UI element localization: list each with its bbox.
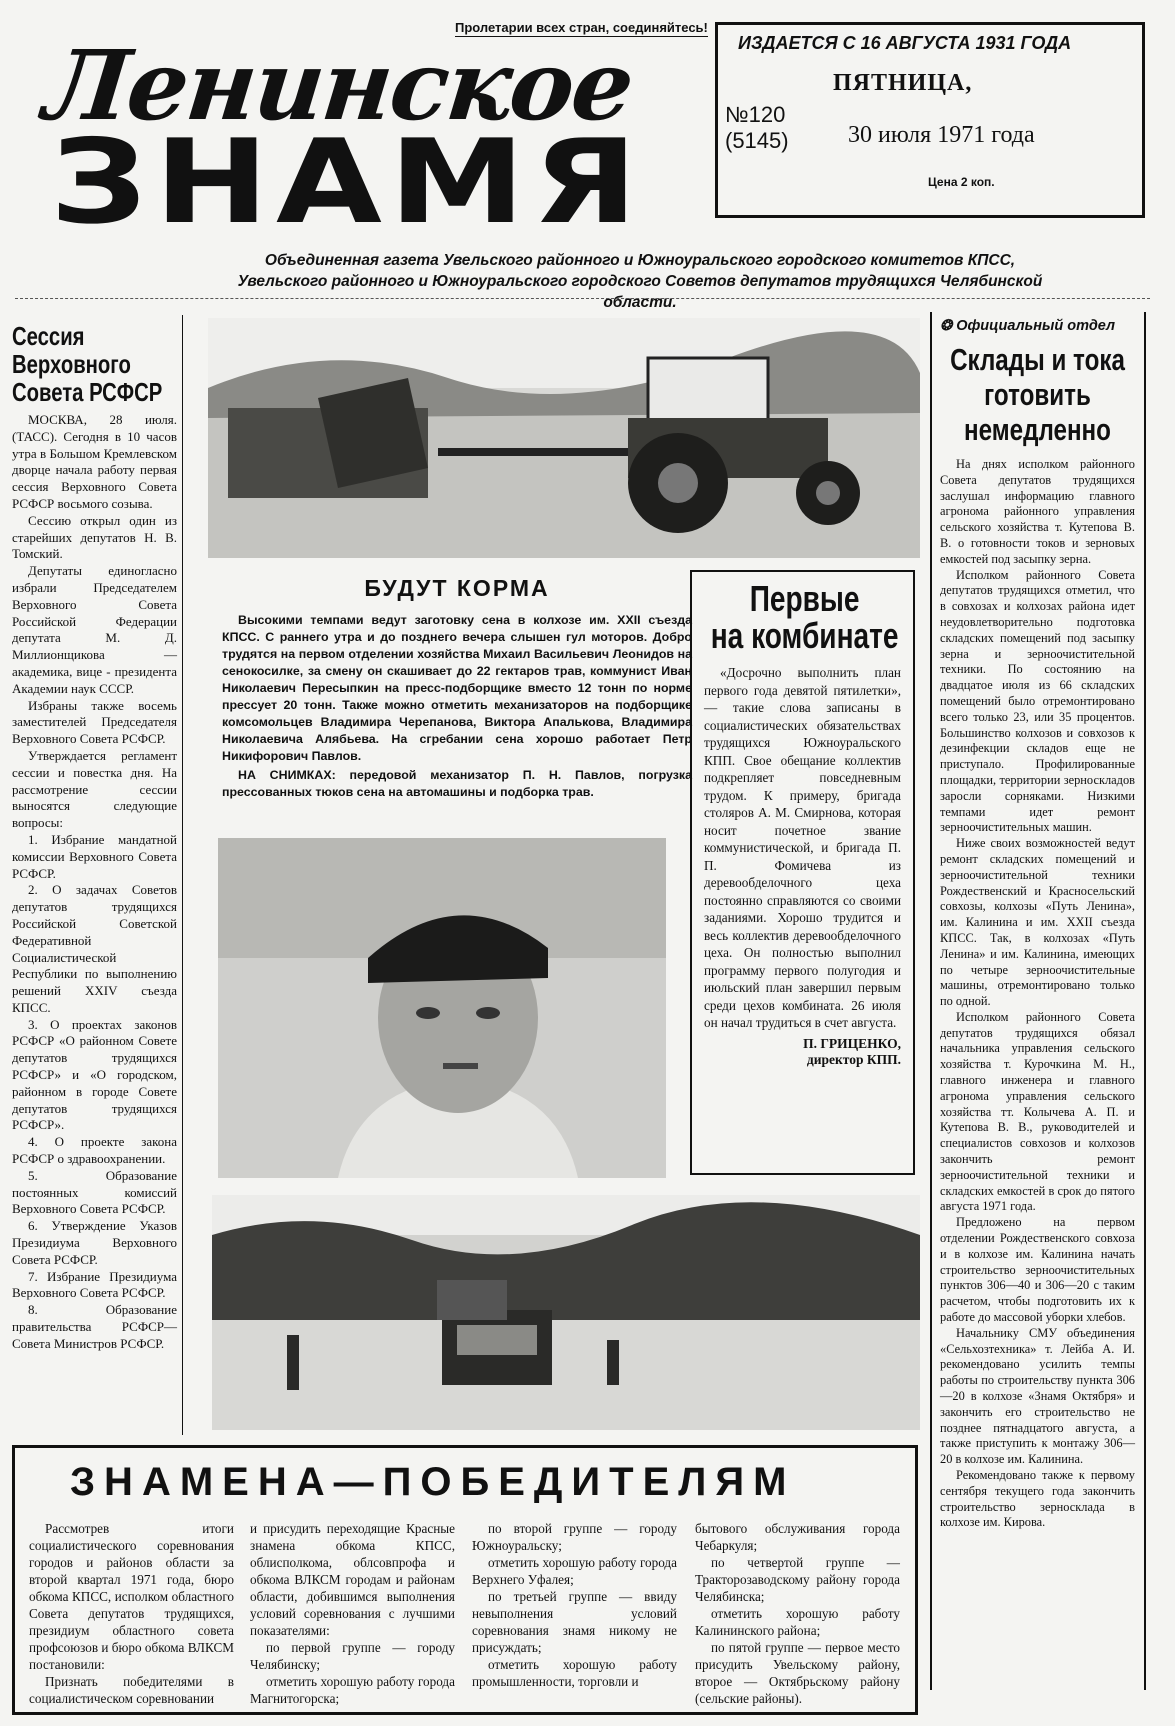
- paragraph: отметить хорошую работу Калининского района;: [695, 1606, 900, 1638]
- motto: Пролетарии всех стран, соединяйтесь!: [455, 20, 708, 35]
- paragraph: 8. Образование правительства РСФСР—Совета Министров РСФСР.: [12, 1302, 177, 1351]
- rubric-label: Официальный отдел: [956, 318, 1116, 334]
- photo-portrait-mechanic: [218, 838, 666, 1178]
- masthead-divider: [15, 298, 1150, 299]
- paragraph: МОСКВА, 28 июля. (ТАСС). Сегодня в 10 часов утра в Большом Кремлевском дворце начала работу первая сессия Верховного Совета РСФСР восьмого созыва.: [12, 412, 177, 511]
- official-rubric: [940, 318, 1135, 334]
- paragraph: Признать победителями в социалистическом соревновании: [29, 1674, 234, 1706]
- paragraph: по первой группе — городу Челябинску;: [250, 1640, 455, 1672]
- paragraph: 3. О проектах законов РСФСР «О районном Совете депутатов трудящихся РСФСР» и «О городском, районном в городе Совете депутатов трудящихся РСФСР».: [12, 1016, 177, 1133]
- session-body: [12, 412, 177, 1353]
- paragraph: и присудить переходящие Красные знамена обкома КПСС, облисполкома, облсовпрофа и обкома ВЛКСМ городам и районам области, добившимся выполнения условий соревнования с лучшими показателями:: [250, 1521, 455, 1638]
- paragraph: по пятой группе — первое место присудить Увельскому району, второе — Октябрьскому району (сельские районы).: [695, 1640, 900, 1706]
- issue-weekday: ПЯТНИЦА,: [833, 70, 973, 96]
- paragraph: 7. Избрание Президиума Верховного Совета РСФСР.: [12, 1268, 177, 1301]
- paragraph: Избраны также восемь заместителей Председателя Верховного Совета РСФСР.: [12, 697, 177, 747]
- official-body: [940, 457, 1135, 1531]
- banners-article: [12, 1445, 918, 1715]
- subtitle-line1: Объединенная газета Увельского районного и Южноуральского городского комитетов КПСС,: [264, 252, 1016, 269]
- paragraph: Начальнику СМУ объединения «Сельхозтехника» т. Лейба А. И. рекомендовано усилить темпы работы по строительству пункта 306—20 в колхозе «Знамя Октября» и закончить его строительство не позднее пятнадцатого августа, а также приступить к монтажу 306—20 в колхозе им. Калинина.: [940, 1325, 1135, 1467]
- banners-col1: [29, 1520, 234, 1707]
- paragraph: по четвертой группе — Тракторозаводскому району города Челябинска;: [695, 1555, 900, 1604]
- paragraph: Предложено на первом отделении Рождественского совхоза и в колхозе им. Калинина начать строительство зерноочистительных пунктов 306—40 и 306—20 с таким расчетом, чтобы подготовить их к работе до массовой уборки хлебов.: [940, 1215, 1135, 1325]
- issue-number: №120: [725, 102, 786, 127]
- banners-col2: [250, 1520, 455, 1707]
- paragraph: Рассмотрев итоги социалистического соревнования городов и районов области за второй квартал 1971 года, бюро обкома КПСС, исполком областного Совета депутатов трудящихся, президиум областного совета профсоюзов и бюро обкома ВЛКСМ постановили:: [29, 1521, 234, 1672]
- paragraph: отметить хорошую работу промышленности, торговли и: [472, 1657, 677, 1689]
- paragraph: Рекомендовано также к первому сентября текущего года закончить строительство зерносклада в колхозе им. Кирова.: [940, 1468, 1135, 1530]
- newspaper-title-line1: Ленинское: [39, 29, 638, 142]
- session-article: [12, 322, 177, 1353]
- paragraph: Утверждается регламент сессии и повестка дня. На рассмотрение сессии выносятся следующие вопросы:: [12, 747, 177, 831]
- banners-headline: ЗНАМЕНА—ПОБЕДИТЕЛЯМ: [70, 1460, 796, 1504]
- plant-body: «Досрочно выполнить план первого года девятой пятилетки», — такие слова записаны в социалистических обязательствах трудящихся Южноуральского КПП. Свое обещание коллектив подкрепляет повседневным трудом. К примеру, бригада столяров А. М. Смирнова, которая носит почетное звание коммунистической, и бригада П. П. Фомичева из деревообделочного цеха постоянно справляются со своими заданиями. Хорошо трудится и весь коллектив деревообделочного цеха. Он полностью выполнил программу первого полугодия и июльский план завершил первым среди цехов комбината. 26 июля он начал трудиться в счет августа.: [704, 665, 901, 1030]
- official-headline: Склады и тока готовить немедленно: [950, 342, 1125, 447]
- plant-headline-line1: Первые: [749, 578, 860, 619]
- plant-headline-line2: на комбинате: [710, 615, 899, 656]
- banners-col4: [695, 1520, 900, 1707]
- issue-date: 30 июля 1971 года: [848, 122, 1035, 148]
- publication-info-box: [715, 22, 1145, 218]
- feed-caption: [222, 767, 692, 801]
- paragraph: по третьей группе — ввиду невыполнения условий соревнования знамя никому не присуждать;: [472, 1589, 677, 1655]
- paragraph: Исполком районного Совета депутатов трудящихся обязал начальника управления сельского хозяйства т. Курочкина М. Н., главного инженера и главного агронома управления сельского хозяйства тт. Колычева А. П. и Кутепова В. В., руководителей и специалистов совхозов и колхозов закончить ремонт зерноочистительной техники и складских емкостей в срок до пятого августа 1971 года.: [940, 1009, 1135, 1214]
- session-headline: Сессия Верховного Совета РСФСР: [12, 321, 163, 407]
- paragraph: 2. О задачах Советов депутатов трудящихся Российской Советской Федеративной Социалистической Республики по выполнению решений XXIV съезда КПСС.: [12, 882, 177, 1015]
- masthead-subtitle: [200, 250, 1080, 313]
- paragraph: На днях исполком районного Совета депутатов трудящихся заслушал информацию главного агронома районного управления сельского хозяйства т. Кутепова В. В. о готовности токов и зерновых емкостей под засыпку зерна.: [940, 457, 1135, 566]
- feed-body: Высокими темпами ведут заготовку сена в колхозе им. XXII съезда КПСС. С раннего утра и до позднего вечера слышен гул моторов. Добро трудятся на первом отделении хозяйства Михаил Васильевич Леонидов на сенокосилке, за смену он скашивает до 22 гектаров трав, коммунист Иван Николаевич Пересыпкин на пресс-подборщике вместо 12 тонн по норме прессует 20 тонн. Также можно отметить механизаторов на подборщике комсомольцев Владимира Черепанова, Виктора Апалькова, Владимира Николаевича Алябьева. На сгребании сена хорошо работает Петр Никифорович Павлов.: [222, 613, 692, 763]
- paragraph: отметить хорошую работу города Верхнего Уфалея;: [472, 1555, 677, 1587]
- banners-col3: [472, 1520, 677, 1690]
- plant-author: П. ГРИЦЕНКО,: [803, 1035, 901, 1051]
- paragraph: 1. Избрание мандатной комиссии Верховного Совета РСФСР.: [12, 831, 177, 881]
- published-since: ИЗДАЕТСЯ С 16 АВГУСТА 1931 ГОДА: [738, 33, 1072, 53]
- issue-price: Цена 2 коп.: [928, 175, 995, 189]
- paragraph: по второй группе — городу Южноуральску;: [472, 1521, 677, 1553]
- official-article: [940, 318, 1135, 1531]
- plant-headline: [704, 580, 905, 654]
- feed-headline: БУДУТ КОРМА: [364, 575, 550, 601]
- rubric-bullet-icon: ❂: [940, 318, 957, 334]
- column-divider: [182, 315, 183, 1435]
- paragraph: отметить хорошую работу города Магнитогорска;: [250, 1674, 455, 1706]
- subtitle-line2: Увельского районного и Южноуральского городского Советов депутатов трудящихся Челябинской области.: [237, 273, 1043, 311]
- paragraph: 6. Утверждение Указов Президиума Верховного Совета РСФСР.: [12, 1218, 177, 1267]
- paragraph: 4. О проекте закона РСФСР о здравоохранении.: [12, 1134, 177, 1167]
- issue-total: (5145): [725, 128, 789, 153]
- newspaper-title-line2: ЗНАМЯ: [50, 115, 645, 250]
- feed-article: [222, 575, 692, 801]
- caption-label: НА СНИМКАХ:: [238, 768, 336, 782]
- paragraph: Исполком районного Совета депутатов трудящихся отметил, что в совхозах и колхозах района идет неудовлетворительно подготовка складских помещений под засыпку зерна и зерноочистительной техники. По состоянию на двадцатое июля из 66 складских помещений было отремонтировано всего только 23, или 35 процентов. Большинство колхозов и совхозов к дезинфекции складов еще не приступало. Профилированные площадки, территории зерноскладов заросли сорняками. Низкими темпами идет ремонт зерноочистительных машин.: [940, 567, 1135, 835]
- paragraph: 5. Образование постоянных комиссий Верховного Совета РСФСР.: [12, 1167, 177, 1217]
- photo-truck-loading: [212, 1195, 920, 1430]
- paragraph: Сессию открыл один из старейших депутатов Н. В. Томский.: [12, 512, 177, 562]
- plant-author-title: директор КПП.: [806, 1051, 901, 1067]
- plant-article: [690, 570, 915, 1175]
- paragraph: бытового обслуживания города Чебаркуля;: [695, 1521, 900, 1553]
- caption-text: передовой механизатор П. Н. Павлов, погрузка прессованных тюков сена на автомашины и подборка трав.: [222, 768, 692, 799]
- paragraph: Ниже своих возможностей ведут ремонт складских помещений и зерноочистительной техники Рождественский и Красносельский совхозы, колхозы «Путь Ленина», им. Калинина и им. XXII съезда КПСС. Так, в колхозах «Путь Ленина» и им. Калинина, имеющих по четыре зерноочистительные машины, отремонтировано только по одной.: [940, 836, 1135, 1009]
- paragraph: Депутаты единогласно избрали Председателем Верховного Совета Российской Федерации депутата М. Д. Миллионщикова — академика, вице - президента Академии наук СССР.: [12, 563, 177, 696]
- photo-tractor-baler: [208, 318, 920, 558]
